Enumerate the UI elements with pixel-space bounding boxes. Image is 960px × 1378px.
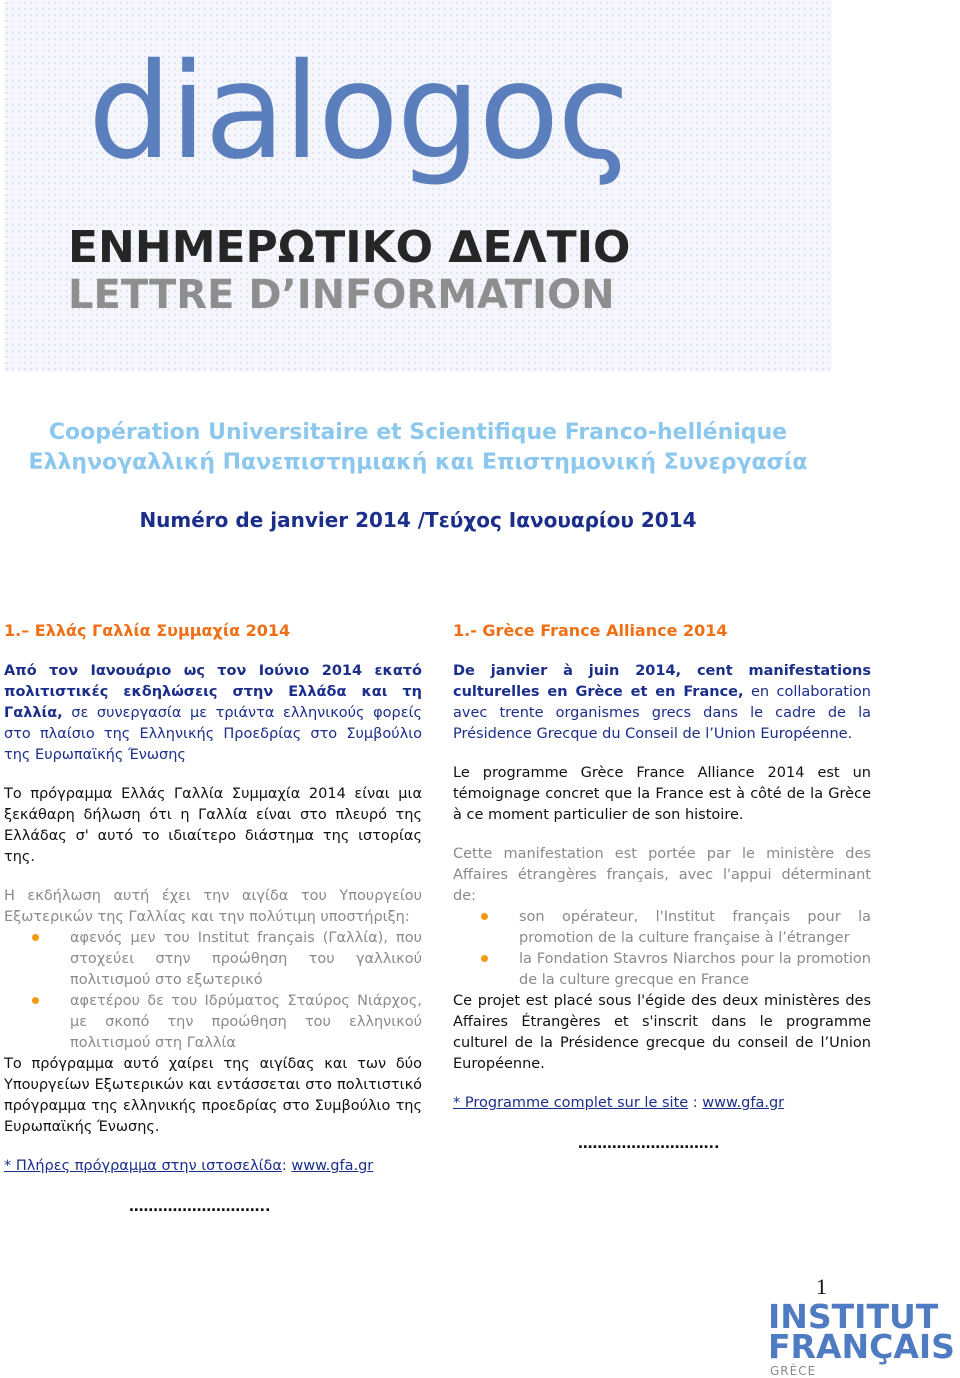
dots-separator: ……………………….. <box>578 1136 720 1152</box>
program-link-line <box>453 1093 871 1114</box>
gfa-link[interactable]: www.gfa.gr <box>702 1095 785 1111</box>
program-link-line <box>4 1156 422 1177</box>
dots-separator: ……………………….. <box>129 1199 271 1215</box>
list-item <box>519 907 871 949</box>
logo-line-2: FRANÇAIS <box>768 1327 955 1366</box>
column-french <box>453 620 871 1155</box>
intro-bold: De janvier à juin 2014, cent manifestations culturelles en Grèce et en France, <box>453 663 871 700</box>
intro-paragraph <box>4 661 422 766</box>
list-item-text: αφετέρου δε του Ιδρύματος Σταύρος Νιάρχος, με σκοπό την προώθηση του ελληνικού πολιτισμού στη Γαλλία <box>70 993 422 1051</box>
paragraph-3: Η εκδήλωση αυτή έχει την αιγίδα του Υπουργείου Εξωτερικών της Γαλλίας και την πολύτιμη υποστήριξη: <box>4 888 422 925</box>
paragraph-4: Ce projet est placé sous l'égide des deux ministères des Affaires Étrangères et s'inscrit dans le programme culturel de la Présidence grecque du conseil de l’Union Européenne. <box>453 993 871 1072</box>
title-french: Coopération Universitaire et Scientifique Franco-hellénique <box>48 420 788 445</box>
title-greek: Ελληνογαλλική Πανεπιστημιακή και Επιστημονική Συνεργασία <box>28 450 808 475</box>
list-item <box>519 949 871 991</box>
list-item-text: αφενός μεν του Institut français (Γαλλία), που στοχεύει στην προώθηση του γαλλικού πολιτισμού στο εξωτερικό <box>70 930 422 988</box>
institut-francais-logo <box>768 1297 958 1378</box>
intro-rest: σε συνεργασία με τριάντα ελληνικούς φορείς στο πλαίσιο της Ελληνικής Προεδρίας στο Συμβούλιο της Ευρωπαϊκής Ένωσης <box>4 705 422 763</box>
bullet-icon <box>481 955 488 962</box>
page-number: 1 <box>816 1274 827 1299</box>
list-item-text: la Fondation Stavros Niarchos pour la promotion de la culture grecque en France <box>519 951 871 988</box>
bullet-icon <box>481 913 488 920</box>
bullet-icon <box>32 997 39 1004</box>
banner-title-greek: ΕΝΗΜΕΡΩΤΙΚΟ ΔΕΛΤΙΟ <box>68 222 631 273</box>
logo-line-1: INSTITUT <box>768 1297 939 1336</box>
intro-paragraph <box>453 661 871 745</box>
program-link-label[interactable]: * Πλήρες πρόγραμμα στην ιστοσελίδα <box>4 1158 282 1174</box>
list-item <box>70 991 422 1054</box>
header-banner <box>4 0 832 372</box>
program-link-label[interactable]: * Programme complet sur le site <box>453 1095 689 1111</box>
separator: : <box>688 1095 703 1111</box>
intro-rest: en collaboration avec trente organismes grecs dans le cadre de la Présidence Grecque du Conseil de l’Union Européenne. <box>453 684 871 742</box>
separator: : <box>281 1158 292 1174</box>
banner-title-french: LETTRE D’INFORMATION <box>68 272 615 318</box>
bullet-icon <box>32 934 39 941</box>
section-title: 1.– Ελλάς Γαλλία Συμμαχία 2014 <box>4 621 291 640</box>
bullet-list <box>4 928 422 1054</box>
dialogos-logo: dialogoς <box>88 35 633 189</box>
paragraph-2: Το πρόγραμμα Ελλάς Γαλλία Συμμαχία 2014 είναι μια ξεκάθαρη δήλωση ότι η Γαλλία είναι στο πλευρό της Ελλάδας σ' αυτό το ιδιαίτερο διάστημα της ιστορίας της. <box>4 786 422 865</box>
logo-country: GRÈCE <box>770 1364 817 1378</box>
column-greek <box>4 620 422 1218</box>
intro-bold: Από τον Ιανουάριο ως τον Ιούνιο 2014 εκατό πολιτιστικές εκδηλώσεις στην Ελλάδα και τη Γαλλία, <box>4 663 422 721</box>
gfa-link[interactable]: www.gfa.gr <box>291 1158 374 1174</box>
list-item <box>70 928 422 991</box>
issue-line: Numéro de janvier 2014 /Τεύχος Ιανουαρίου 2014 <box>139 508 697 532</box>
paragraph-3: Cette manifestation est portée par le ministère des Affaires étrangères français, avec l'appui déterminant de: <box>453 846 871 904</box>
section-title: 1.- Grèce France Alliance 2014 <box>453 621 728 640</box>
bullet-list <box>453 907 871 991</box>
list-item-text: son opérateur, l'Institut français pour la promotion de la culture française à l’étranger <box>519 909 871 946</box>
paragraph-2: Le programme Grèce France Alliance 2014 est un témoignage concret que la France est à côté de la Grèce à ce moment particulier de son histoire. <box>453 765 871 823</box>
paragraph-4: Το πρόγραμμα αυτό χαίρει της αιγίδας και των δύο Υπουργείων Εξωτερικών και εντάσσεται στο πολιτιστικό πρόγραμμα της ελληνικής προεδρίας στο Συμβούλιο της Ευρωπαϊκής Ένωσης. <box>4 1056 422 1135</box>
